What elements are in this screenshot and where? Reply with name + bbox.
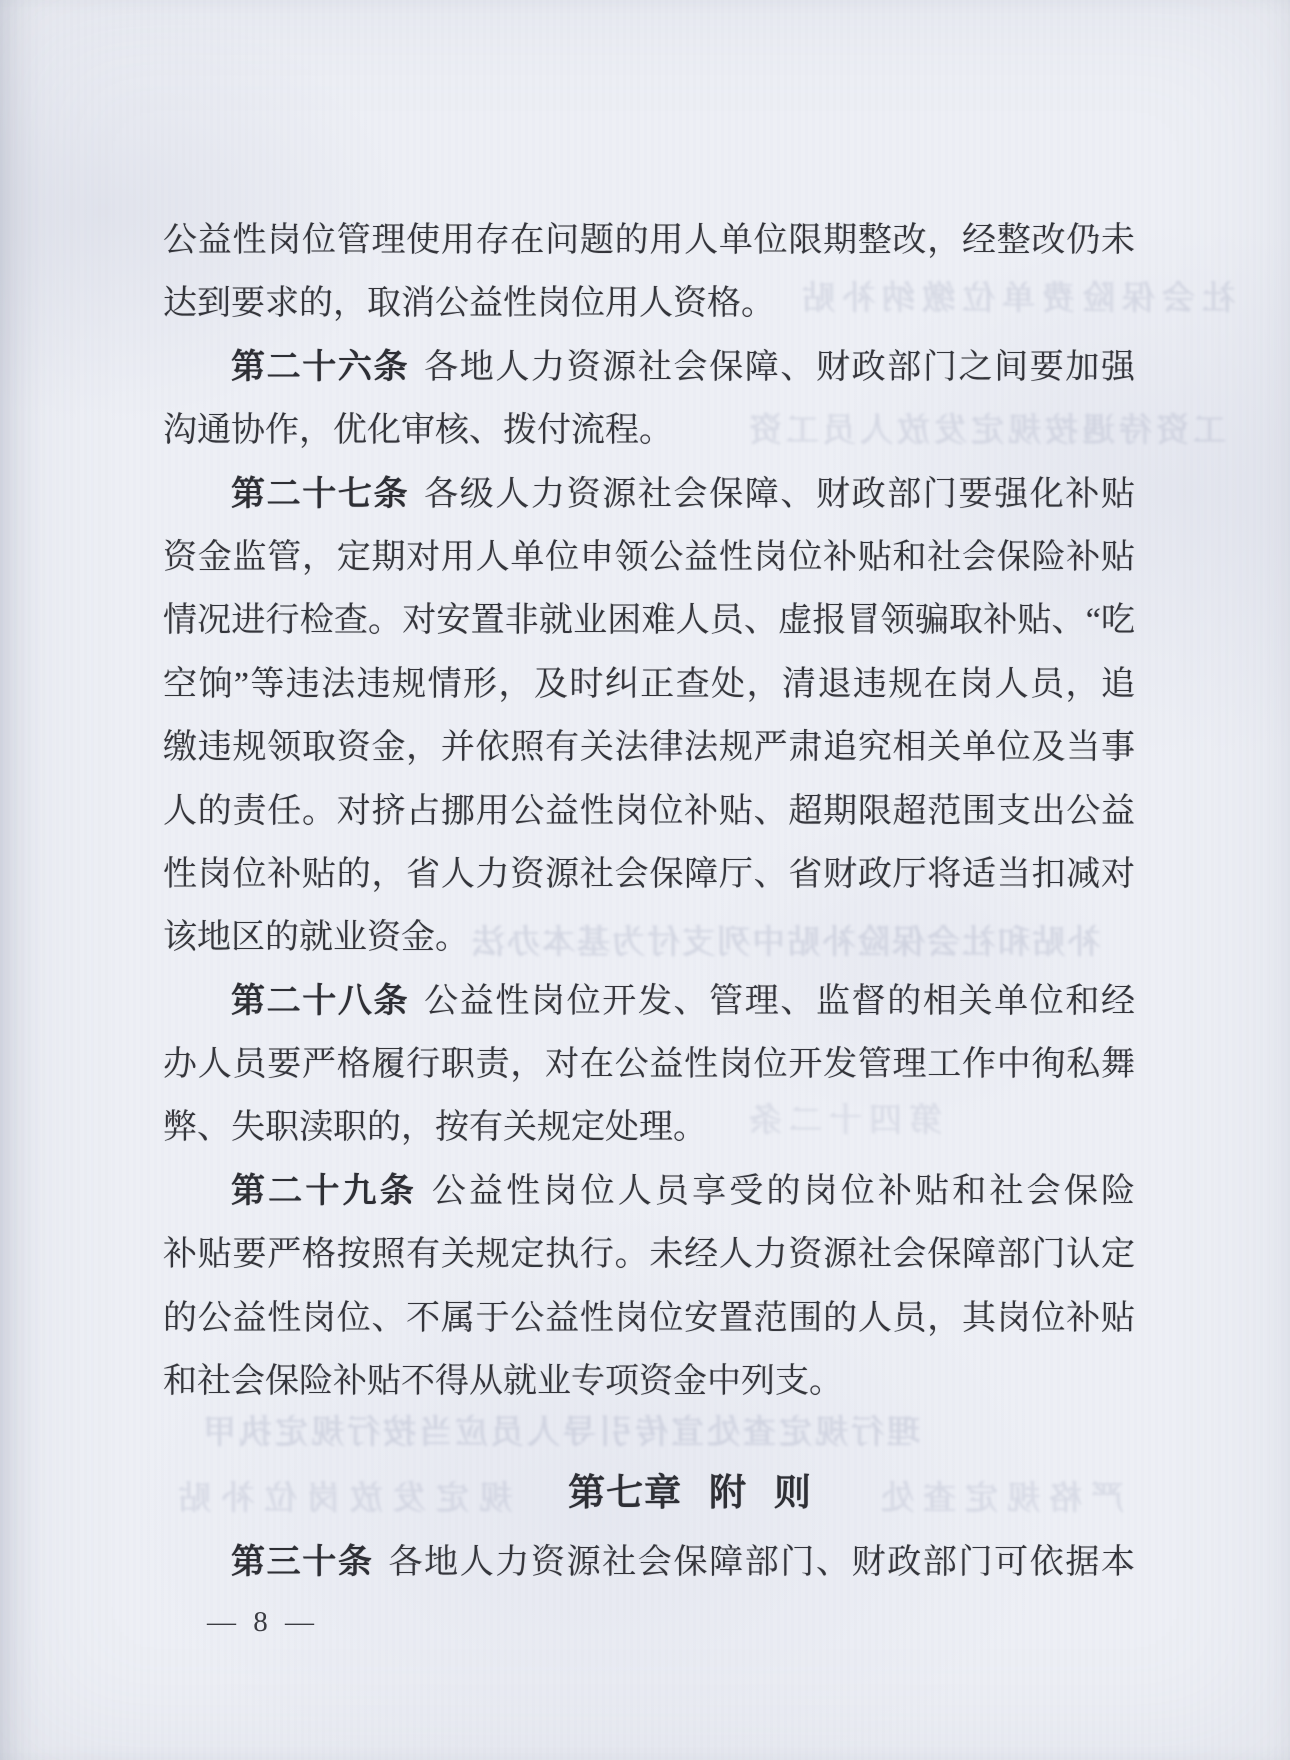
line-text: 达到要求的，取消公益性岗位用人资格。 (163, 285, 775, 323)
line-text: 情况进行检查。对安置非就业困难人员、虚报冒领骗取补贴、“吃 (163, 602, 1135, 640)
text-line (163, 1160, 1135, 1223)
text-line (163, 653, 1135, 716)
text-line (163, 780, 1135, 843)
article-number: 第二十七条 (231, 475, 410, 513)
text-line (163, 526, 1135, 589)
bleedthrough-text: 补贴和社会保险补贴中列支付为基本办法 (470, 925, 1100, 961)
text-line (163, 1350, 1135, 1413)
line-text: 人的责任。对挤占挪用公益性岗位补贴、超期限超范围支出公益 (163, 792, 1135, 830)
line-text: 和社会保险补贴不得从就业专项资金中列支。 (163, 1363, 843, 1401)
line-text: 公益性岗位人员享受的岗位补贴和社会保险 (431, 1172, 1136, 1210)
bleedthrough-text: 规定发放岗位补贴 (168, 1481, 512, 1517)
chapter-heading: 第七章 附 则 (568, 1473, 812, 1514)
text-line (163, 843, 1135, 906)
line-text: 公益性岗位管理使用存在问题的用人单位限期整改，经整改仍未 (163, 222, 1135, 259)
line-text: 沟通协作，优化审核、拨付流程。 (163, 412, 673, 450)
text-line (163, 209, 1135, 272)
line-text: 补贴要严格按照有关规定执行。未经人力资源社会保障部门认定 (163, 1236, 1135, 1274)
text-line (163, 1096, 1135, 1159)
line-text: 公益性岗位开发、管理、监督的相关单位和经 (424, 982, 1135, 1020)
text-line (163, 589, 1135, 652)
line-text: 各地人力资源社会保障部门、财政部门可依据本 (388, 1544, 1135, 1581)
line-text: 办人员要严格履行职责，对在公益性岗位开发管理工作中徇私舞 (163, 1046, 1135, 1084)
line-text: 各地人力资源社会保障、财政部门之间要加强 (424, 348, 1135, 386)
text-line (163, 716, 1135, 779)
bleedthrough-text: 理行规定查处宣传引导人员应当按行规定执甲 (200, 1415, 920, 1451)
line-text: 该地区的就业资金。 (163, 919, 469, 957)
line-text: 性岗位补贴的，省人力资源社会保障厅、省财政厅将适当扣减对 (163, 855, 1135, 893)
text-line (163, 1287, 1135, 1350)
text-line (163, 336, 1135, 399)
bleedthrough-text: 严格规定查处 (872, 1481, 1124, 1517)
line-text: 的公益性岗位、不属于公益性岗位安置范围的人员，其岗位补贴 (163, 1299, 1135, 1337)
text-line (163, 906, 1135, 969)
line-text: 空饷”等违法违规情形，及时纠正查处，清退违规在岗人员，追 (163, 665, 1135, 703)
document-body (163, 209, 1135, 1413)
text-line (163, 463, 1135, 526)
bleedthrough-text: 工资待遇按规定发放人员工资 (745, 413, 1226, 449)
text-line (163, 1033, 1135, 1096)
article-number: 第二十八条 (231, 982, 410, 1020)
article-number: 第二十九条 (231, 1172, 417, 1210)
page-number: — 8 — (207, 1606, 319, 1638)
article-number: 第二十六条 (231, 348, 410, 386)
text-line (163, 1223, 1135, 1286)
text-line (163, 1531, 1135, 1594)
bleedthrough-text: 第四十二条 (742, 1103, 942, 1139)
bleedthrough-text: 社会保险费单位缴纳补贴 (795, 281, 1235, 317)
line-text: 资金监管，定期对用人单位申领公益性岗位补贴和社会保险补贴 (163, 538, 1135, 576)
text-line (163, 399, 1135, 462)
line-text: 缴违规领取资金，并依照有关法律法规严肃追究相关单位及当事 (163, 729, 1135, 767)
text-line (163, 970, 1135, 1033)
line-text: 弊、失职渎职的，按有关规定处理。 (163, 1109, 707, 1147)
article-number: 第三十条 (231, 1544, 374, 1581)
text-line (163, 272, 1135, 335)
text-line (163, 1531, 1135, 1594)
line-text: 各级人力资源社会保障、财政部门要强化补贴 (424, 475, 1135, 513)
